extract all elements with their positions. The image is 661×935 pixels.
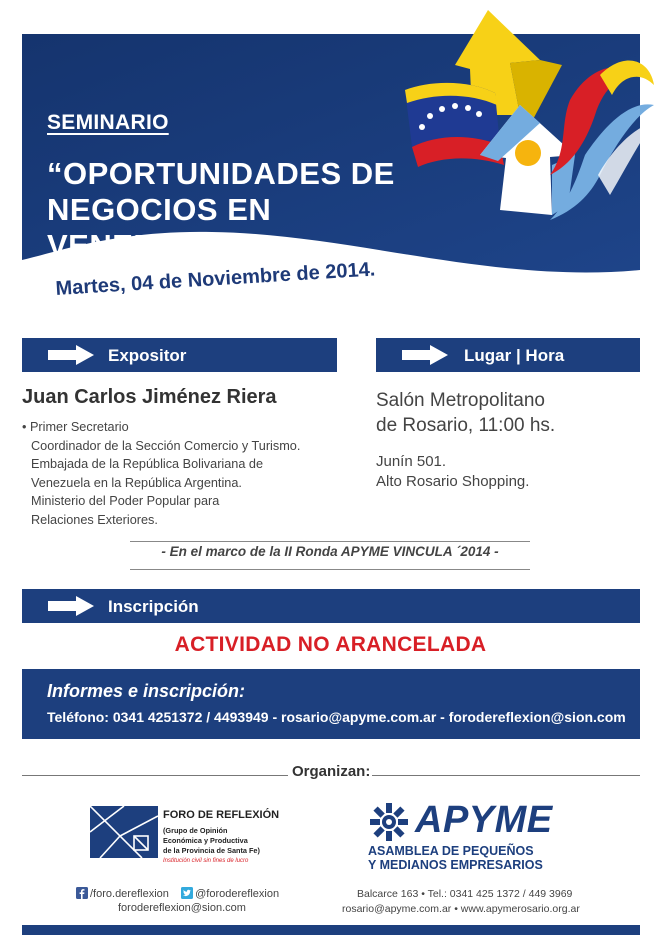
- foro-sub-line: (Grupo de Opinión: [163, 826, 228, 835]
- divider: [130, 569, 530, 570]
- twitter-handle[interactable]: @forodereflexion: [195, 888, 280, 900]
- foro-email[interactable]: forodereflexion@sion.com: [118, 902, 246, 914]
- context-text: - En el marco de la II Ronda APYME VINCULA ´2014 -: [161, 544, 499, 559]
- apyme-sub-line: Y MEDIANOS EMPRESARIOS: [368, 858, 543, 872]
- foro-tagline: Institución civil sin fines de lucro: [163, 858, 249, 864]
- section-label-inscripcion: Inscripción: [108, 597, 199, 616]
- divider: [130, 541, 530, 542]
- speaker-line: • Primer Secretario: [22, 420, 129, 434]
- apyme-name: APYME: [415, 799, 553, 841]
- seminar-kicker: SEMINARIO: [47, 111, 169, 134]
- divider: [372, 775, 640, 776]
- speaker-description: [22, 418, 342, 529]
- section-bar-lugar: [376, 338, 640, 372]
- foro-logo: [90, 806, 158, 858]
- foro-sub-line: Económica y Productiva: [163, 836, 248, 845]
- arrow-right-icon: [402, 345, 448, 365]
- foro-sub-line: de la Provincia de Santa Fe): [163, 846, 260, 855]
- foro-social: [76, 887, 279, 900]
- context-wrap: [130, 543, 530, 561]
- speaker-line: Embajada de la República Bolivariana de: [31, 457, 264, 471]
- venue-street: Junín 501.: [376, 453, 447, 470]
- footer-bar: [22, 925, 640, 935]
- venue: [376, 388, 555, 438]
- info-title: Informes e inscripción:: [47, 681, 246, 701]
- speaker-line: Ministerio del Poder Popular para: [31, 494, 220, 508]
- section-bar-expositor: [22, 338, 337, 372]
- event-date: Martes, 04 de Noviembre de 2014.: [55, 258, 376, 300]
- apyme-subtitle: [368, 844, 543, 872]
- twitter-icon: [181, 887, 193, 899]
- section-bar-inscripcion: [22, 589, 640, 623]
- speaker-line: Venezuela en la República Argentina.: [31, 475, 242, 490]
- info-contact-line: Teléfono: 0341 4251372 / 4493949 - rosario@apyme.com.ar - forodereflexion@sion.com: [47, 709, 626, 725]
- section-label-lugar: Lugar | Hora: [464, 346, 565, 365]
- foro-title: FORO DE REFLEXIÓN: [163, 809, 280, 821]
- info-box: [22, 669, 640, 739]
- speaker-name: Juan Carlos Jiménez Riera: [22, 386, 277, 408]
- facebook-handle[interactable]: /foro.dereflexion: [90, 888, 169, 900]
- venue-city-time: de Rosario, 11:00 hs.: [376, 415, 556, 436]
- speaker-line: Relaciones Exteriores.: [31, 512, 158, 527]
- apyme-email-web[interactable]: rosario@apyme.com.ar • www.apymerosario.org.ar: [342, 903, 580, 915]
- organizers-label: Organizan:: [292, 763, 371, 780]
- speaker-line: Coordinador de la Sección Comercio y Turismo.: [31, 438, 301, 453]
- venue-building: Alto Rosario Shopping.: [376, 473, 530, 490]
- apyme-gear-icon: [368, 802, 410, 842]
- arrow-right-icon: [48, 345, 94, 365]
- section-label-expositor: Expositor: [108, 346, 187, 365]
- arrow-right-icon: [48, 596, 94, 616]
- venue-name: Salón Metropolitano: [376, 390, 545, 411]
- seminar-title: “OPORTUNIDADES DE NEGOCIOS EN VENEZUELA”: [47, 156, 395, 263]
- venue-address: [376, 452, 529, 492]
- divider: [22, 775, 288, 776]
- apyme-address-phone: Balcarce 163 • Tel.: 0341 425 1372 / 449 3969: [357, 888, 573, 900]
- activity-notice: ACTIVIDAD NO ARANCELADA: [174, 633, 487, 656]
- foro-subtitle: [163, 826, 260, 856]
- facebook-icon: [76, 887, 88, 899]
- apyme-sub-line: ASAMBLEA DE PEQUEÑOS: [368, 844, 534, 858]
